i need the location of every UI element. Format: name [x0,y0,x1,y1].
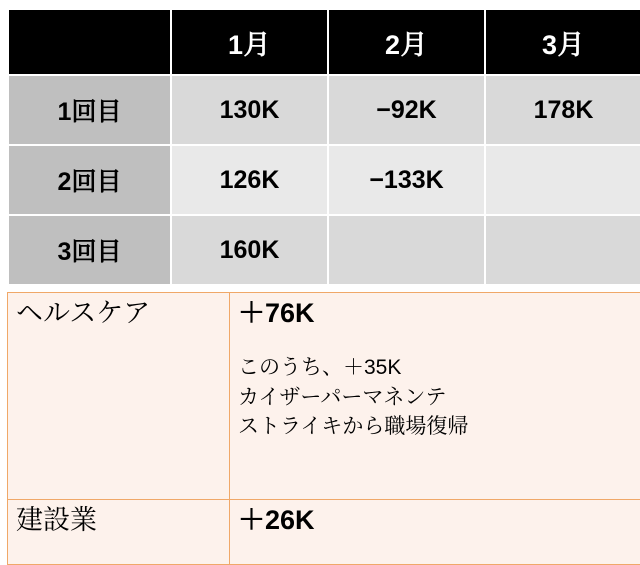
cell-r3-c1: 160K [171,215,328,285]
sector-name-construction: 建設業 [16,504,221,538]
sector-value-construction: ＋26K [238,504,640,538]
cell-r1-c1: 130K [171,75,328,145]
cell-r3-c2 [328,215,485,285]
table-row [8,293,640,500]
sector-name-cell-healthcare [8,293,230,500]
table-row [8,215,640,285]
cell-r1-c3: 178K [485,75,640,145]
cell-r2-c1: 126K [171,145,328,215]
header-corner-cell [8,9,171,75]
revision-table [7,8,640,286]
sector-name-healthcare: ヘルスケア [16,297,221,331]
header-cell-month-1: 1月 [171,9,328,75]
header-cell-month-3: 3月 [485,9,640,75]
cell-r2-c3 [485,145,640,215]
table-row [8,145,640,215]
row-label-3: 3回目 [8,215,171,285]
sector-note-healthcare [238,353,640,442]
cell-r2-c2: −133K [328,145,485,215]
sector-value-cell-healthcare [230,293,640,500]
table-row [8,75,640,145]
cell-r3-c3 [485,215,640,285]
sector-value-cell-construction [230,500,640,565]
sector-value-healthcare: ＋76K [238,297,640,331]
table-header-row [8,9,640,75]
sector-note-line-3: ストライキから職場復帰 [238,412,640,442]
table-row [8,500,640,565]
header-cell-month-2: 2月 [328,9,485,75]
row-label-1: 1回目 [8,75,171,145]
sector-name-cell-construction [8,500,230,565]
sector-table [7,292,640,565]
sector-note-line-1: このうち、＋35K [238,353,640,383]
cell-r1-c2: −92K [328,75,485,145]
row-label-2: 2回目 [8,145,171,215]
sector-note-line-2: カイザーパーマネンテ [238,383,640,413]
